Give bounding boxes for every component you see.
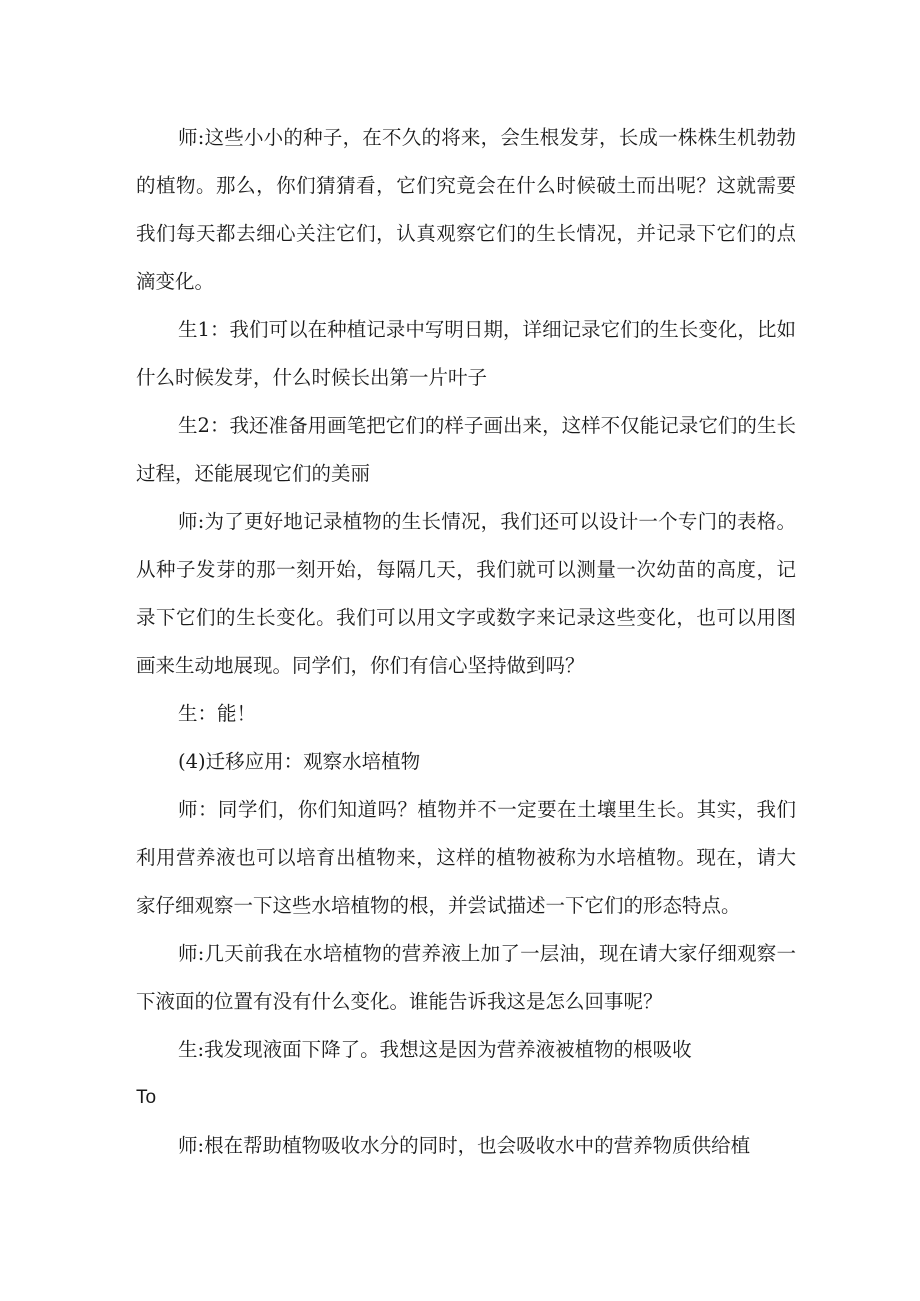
paragraph-teacher-hydroponics: 师：同学们，你们知道吗？植物并不一定要在土壤里生长。其实，我们利用营养液也可以培育出植物来，这样的植物被称为水培植物。现在，请大家仔细观察一下这些水培植物的根，并尝试描述一下它们的形态特点。 xyxy=(136,798,796,917)
paragraph-student2-draw: 生2：我还准备用画笔把它们的样子画出来，这样不仅能记录它们的生长过程，还能展现它们的美丽 xyxy=(136,414,796,485)
paragraph-teacher-roots: 师:根在帮助植物吸收水分的同时，也会吸收水中的营养物质供给植 xyxy=(178,1134,751,1157)
paragraph-teacher-seeds: 师:这些小小的种子，在不久的将来，会生根发芽，长成一株株生机勃勃的植物。那么，你们猜猜看，它们究竟会在什么时候破土而出呢？这就需要我们每天都去细心关注它们，认真观察它们的生长情况，并记录下它们的点滴变化。 xyxy=(136,126,796,293)
paragraph-student-liquid: 生:我发现液面下降了。我想这是因为营养液被植物的根吸收 xyxy=(178,1038,692,1061)
paragraph-student-answer: 生：能！ xyxy=(178,702,257,725)
stray-text-to: To xyxy=(136,1087,157,1108)
paragraph-teacher-table: 师:为了更好地记录植物的生长情况，我们还可以设计一个专门的表格。从种子发芽的那一刻开始，每隔几天，我们就可以测量一次幼苗的高度，记录下它们的生长变化。我们可以用文字或数字来记录这些变化，也可以用图画来生动地展现。同学们，你们有信心坚持做到吗？ xyxy=(136,510,796,677)
paragraph-teacher-oil: 师:几天前我在水培植物的营养液上加了一层油，现在请大家仔细观察一下液面的位置有没有什么变化。谁能告诉我这是怎么回事呢？ xyxy=(136,942,796,1013)
paragraph-student1-record: 生1：我们可以在种植记录中写明日期，详细记录它们的生长变化，比如什么时候发芽，什么时候长出第一片叶子 xyxy=(136,318,796,389)
section-heading-hydroponics: (4)迁移应用：观察水培植物 xyxy=(178,750,421,773)
